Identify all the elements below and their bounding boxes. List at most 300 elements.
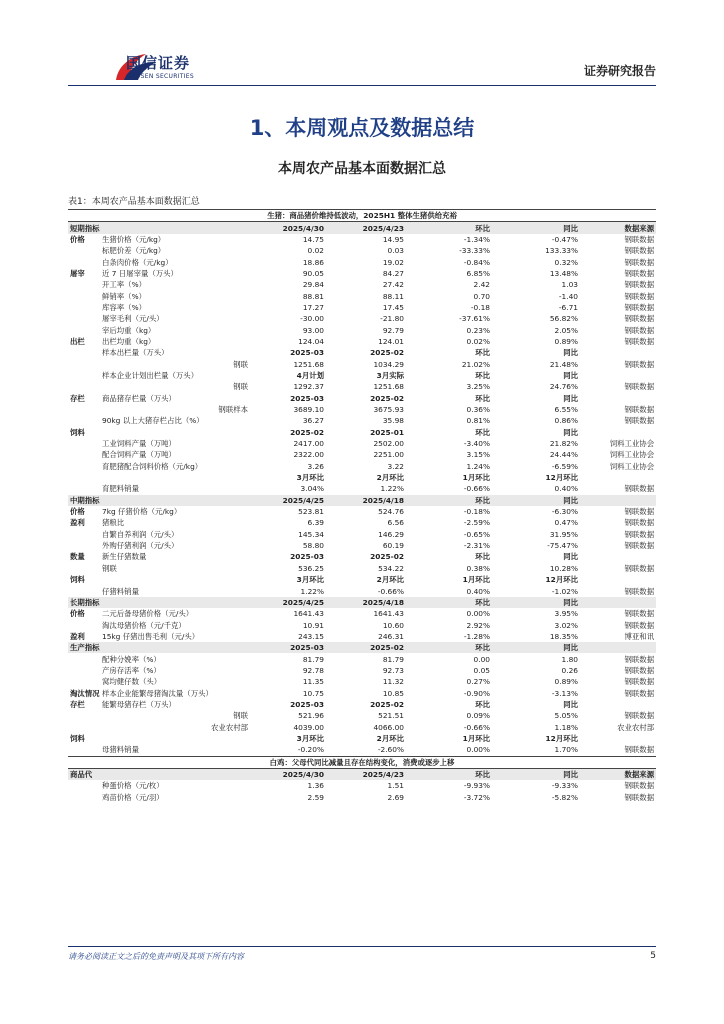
indicator-cell: 淘汰母猪价格（元/千克） [102,620,186,630]
value-cell: -1.02% [551,586,578,596]
value-cell: 同比 [492,768,580,780]
value-cell: 1641.43 [293,609,324,619]
value-cell: 2025/4/30 [250,768,326,780]
value-cell: 88.81 [302,291,324,301]
category-cell: 短期指标 [70,223,100,233]
value-cell: 1.36 [307,781,324,791]
category-cell: 淘汰情况 [70,688,100,698]
source-cell: 数据来源 [580,222,656,234]
category-cell: 中期指标 [70,495,100,505]
value-cell: 0.40% [554,484,578,494]
source-cell [580,393,656,404]
table-row [68,415,656,426]
source-cell: 钢联数据 [624,507,655,517]
value-cell: 0.05 [473,665,490,675]
value-cell: 0.03 [387,246,404,256]
value-cell: 1251.68 [373,382,404,392]
value-cell: 2502.00 [373,439,404,449]
value-cell: -6.71 [558,302,578,312]
value-cell: -0.90% [463,688,490,698]
value-cell: 环比 [475,370,490,380]
value-cell: 2.69 [387,792,404,802]
category-cell: 价格 [70,507,85,517]
source-cell: 钢联数据 [624,314,655,324]
category-cell [68,324,100,335]
indicator-cell [100,768,250,780]
table-row [68,517,656,528]
source-cell [580,574,656,585]
source-cell: 钢联数据 [624,541,655,551]
category-cell [68,279,100,290]
indicator-cell: 工业饲料产量（万吨） [102,439,176,449]
indicator-cell [100,597,250,608]
table-row [68,438,656,449]
value-cell: -3.13% [551,688,578,698]
value-cell: 1月环比 [462,575,490,585]
value-cell: 11.32 [382,677,404,687]
value-cell: 524.76 [378,507,404,517]
data-table-container [68,209,656,803]
footer-disclaimer: 请务必阅读正文之后的免责声明及其项下所有内容 [68,952,244,961]
value-cell: 29.84 [302,280,324,290]
value-cell: 1034.29 [373,359,404,369]
table-subheader-row [68,733,656,744]
indicator-cell: 仔猪料销量 [102,586,139,596]
indicator-cell: 猪粮比 [102,518,125,528]
indicator-cell: 配种分娩率（%） [102,654,161,664]
table-row [68,792,656,803]
category-cell [68,563,100,574]
value-cell: -2.59% [463,518,490,528]
value-cell: 同比 [492,597,580,608]
value-cell: 246.31 [378,631,404,641]
category-cell [68,653,100,664]
table-subheader-row [68,574,656,585]
source-cell: 钢联数据 [624,677,655,687]
category-cell: 生产指标 [70,643,100,653]
value-cell: -0.20% [297,745,324,755]
value-cell: 1641.43 [373,609,404,619]
value-cell: 31.95% [549,529,578,539]
value-cell: 2251.00 [373,450,404,460]
value-cell: -2.31% [463,541,490,551]
value-cell: 3.25% [466,382,490,392]
category-cell: 长期指标 [70,597,100,607]
indicator-cell: 商品猪存栏量（万头） [102,393,176,403]
value-cell: 环比 [406,642,492,653]
table-subheader-row [68,370,656,381]
source-cell: 钢联数据 [624,302,655,312]
value-cell: 10.85 [382,688,404,698]
value-cell: 0.89% [554,336,578,346]
value-cell: 0.47% [554,518,578,528]
table-row [68,744,656,756]
value-cell: 2.05% [554,325,578,335]
indicator-cell: 新生仔猪数量 [102,552,147,562]
source-cell: 钢联数据 [624,280,655,290]
value-cell: 2025-03 [290,699,324,709]
value-cell: 3.15% [466,450,490,460]
value-cell: 58.80 [302,541,324,551]
category-cell [68,245,100,256]
value-cell: -33.33% [459,246,490,256]
value-cell: -6.59% [551,461,578,471]
category-cell: 饲料 [70,427,85,437]
indicator-cell [100,222,250,234]
table-row [68,290,656,301]
table-row [68,608,656,619]
table-row [68,245,656,256]
category-cell [68,347,100,358]
value-cell: 84.27 [382,268,404,278]
source-cell [580,347,656,358]
value-cell: 3.02% [554,620,578,630]
source-cell [580,495,656,506]
value-cell: -6.30% [551,507,578,517]
value-cell: 243.15 [298,631,324,641]
value-cell: 4月计划 [296,370,324,380]
value-cell: 同比 [563,699,578,709]
table-row [68,529,656,540]
value-cell: 88.11 [382,291,404,301]
table-row [68,653,656,664]
header-divider [68,85,656,86]
category-cell [68,370,100,381]
value-cell: 0.70 [473,291,490,301]
value-cell: 2025-02 [370,348,404,358]
table-row [68,358,656,369]
source-cell: 钢联数据 [624,781,655,791]
category-cell [68,415,100,426]
value-cell: 60.19 [382,541,404,551]
value-cell: 1月环比 [462,473,490,483]
value-cell: 56.82% [549,314,578,324]
value-cell: 4039.00 [293,722,324,732]
indicator-cell [100,574,250,585]
table-row [68,506,656,517]
value-cell: 1292.37 [293,382,324,392]
indicator-cell [100,642,250,653]
value-cell: 523.81 [298,507,324,517]
category-cell: 饲料 [70,575,85,585]
value-cell: 环比 [475,393,490,403]
table-subheader-row [68,347,656,358]
value-cell: 2月环比 [376,575,404,585]
value-cell: 93.00 [302,325,324,335]
value-cell: 21.02% [461,359,490,369]
value-cell: 24.44% [549,450,578,460]
table-subheader-row [68,699,656,710]
value-cell: 17.45 [382,302,404,312]
table-row [68,665,656,676]
category-cell [68,529,100,540]
source-cell: 农业农村部 [617,722,655,732]
value-cell: 同比 [492,642,580,653]
value-cell: 0.36% [466,405,490,415]
value-cell: 21.48% [549,359,578,369]
value-cell: 2025/4/25 [250,597,326,608]
indicator-cell: 鲜销率（%） [102,291,146,301]
value-cell: 0.09% [466,711,490,721]
value-cell: -1.28% [463,631,490,641]
category-cell [68,792,100,803]
source-cell: 钢联数据 [624,234,655,244]
value-cell: 2025-03 [290,348,324,358]
source-cell: 钢联数据 [624,688,655,698]
source-cell: 钢联数据 [624,359,655,369]
indicator-cell: 窝均健仔数（头） [102,677,162,687]
value-cell: 92.78 [302,665,324,675]
category-cell [68,358,100,369]
source-cell: 钢联数据 [624,382,655,392]
indicator-cell: 产房存活率（%） [102,665,161,675]
value-cell: -0.18% [463,507,490,517]
category-cell: 盈利 [70,518,85,528]
logo-text: 国信证券 [126,54,191,72]
category-cell: 出栏 [70,336,85,346]
indicator-cell: 种蛋价格（元/枚） [102,781,164,791]
value-cell: -0.66% [463,484,490,494]
source-cell: 钢联数据 [624,291,655,301]
value-cell: 13.48% [549,268,578,278]
value-cell: 3月实际 [376,370,404,380]
category-cell [68,483,100,494]
value-cell: 2025/4/18 [326,495,406,506]
indicator-cell: 样本企业计划出栏量（万头） [102,370,199,380]
value-cell: 1.80 [561,654,578,664]
category-cell [68,721,100,732]
table-caption: 表1：本周农产品基本面数据汇总 [68,197,200,207]
category-cell: 盈利 [70,631,85,641]
table-row [68,313,656,324]
table-row [68,449,656,460]
source-cell: 饲料工业协会 [609,450,655,460]
value-cell: 0.40% [466,586,490,596]
value-cell: 2025-02 [290,427,324,437]
value-cell: 2025/4/25 [250,495,326,506]
source-cell: 钢联数据 [624,268,655,278]
value-cell: 2025-02 [370,393,404,403]
value-cell: 2月环比 [376,473,404,483]
value-cell: 0.81% [466,416,490,426]
value-cell: 6.55% [554,405,578,415]
value-cell: 2025-03 [290,552,324,562]
source-cell [580,472,656,483]
agri-data-table [68,209,656,803]
value-cell: -0.84% [463,257,490,267]
value-cell: 521.96 [298,711,324,721]
value-cell: 1.22% [380,484,404,494]
value-cell: 2.92% [466,620,490,630]
category-cell [68,619,100,630]
value-cell: 92.79 [382,325,404,335]
table-section-banner [68,756,656,768]
value-cell: 0.89% [554,677,578,687]
table-section-header [68,495,656,506]
value-cell: 2025-01 [370,427,404,437]
report-type: 证券研究报告 [583,64,656,78]
source-cell: 钢联数据 [624,792,655,802]
table-subheader-row [68,427,656,438]
value-cell: 536.25 [298,563,324,573]
indicator-cell: 钢联 [233,382,248,392]
table-row [68,710,656,721]
indicator-cell: 鸡苗价格（元/羽） [102,792,164,802]
value-cell: 3689.10 [293,405,324,415]
value-cell: 环比 [475,427,490,437]
source-cell: 钢联数据 [624,665,655,675]
source-cell: 饲料工业协会 [609,461,655,471]
indicator-cell: 宰后均重（kg） [102,325,156,335]
category-cell: 数量 [70,552,85,562]
value-cell: 3月环比 [296,473,324,483]
value-cell: 2025-03 [290,393,324,403]
value-cell: -1.40 [558,291,578,301]
table-row [68,780,656,791]
indicator-cell: 样本企业能繁母猪淘汰量（万头） [102,688,213,698]
table-row [68,324,656,335]
value-cell: 0.00 [473,654,490,664]
source-cell: 钢联数据 [624,246,655,256]
indicator-cell: 能繁母猪存栏（万头） [102,699,176,709]
table-section-header [68,597,656,608]
value-cell: -75.47% [547,541,578,551]
table-section-banner [68,210,656,222]
category-cell [68,404,100,415]
value-cell: 92.73 [382,665,404,675]
value-cell: 3.04% [300,484,324,494]
value-cell: 0.00% [466,609,490,619]
value-cell: 同比 [492,495,580,506]
value-cell: 145.34 [298,529,324,539]
category-cell: 价格 [70,609,85,619]
value-cell: 6.56 [387,518,404,528]
value-cell: 18.86 [302,257,324,267]
value-cell: 2025-02 [370,699,404,709]
value-cell: 12月环比 [545,575,578,585]
table-row [68,302,656,313]
table-row [68,540,656,551]
page-number: 5 [650,951,656,961]
value-cell: -3.72% [463,792,490,802]
category-cell: 屠宰 [70,268,85,278]
value-cell: 124.04 [298,336,324,346]
value-cell: 21.82% [549,439,578,449]
value-cell: 2.59 [307,792,324,802]
table-subheader-row [68,472,656,483]
value-cell: 1.70% [554,745,578,755]
category-cell [68,256,100,267]
indicator-cell [100,472,250,483]
indicator-cell [100,733,250,744]
category-cell [68,472,100,483]
value-cell: 3675.93 [373,405,404,415]
value-cell: -0.66% [463,722,490,732]
value-cell: 10.28% [549,563,578,573]
table-row [68,563,656,574]
table-row [68,279,656,290]
indicator-cell: 育肥猪配合饲料价格（元/kg） [102,461,203,471]
table-row [68,687,656,698]
value-cell: 同比 [563,370,578,380]
value-cell: -21.80 [380,314,404,324]
value-cell: 1251.68 [293,359,324,369]
table-section-header [68,768,656,780]
footer-divider [68,946,656,947]
category-cell [68,780,100,791]
value-cell: 同比 [563,552,578,562]
value-cell: 2025/4/23 [326,222,406,234]
value-cell: 6.39 [307,518,324,528]
category-cell [68,710,100,721]
indicator-cell: 自繁自养利润（元/头） [102,529,179,539]
value-cell: 146.29 [378,529,404,539]
source-cell: 钢联数据 [624,518,655,528]
value-cell: 同比 [492,222,580,234]
indicator-cell: 库容率（%） [102,302,146,312]
table-subheader-row [68,393,656,404]
category-cell [68,676,100,687]
value-cell: 3.26 [307,461,324,471]
table-body [68,210,656,803]
table-row [68,381,656,392]
indicator-cell: 开工率（%） [102,280,146,290]
value-cell: 17.27 [302,302,324,312]
source-cell: 数据来源 [580,768,656,780]
source-cell: 钢联数据 [624,609,655,619]
indicator-cell: 样本出栏量（万头） [102,348,169,358]
source-cell: 钢联数据 [624,416,655,426]
source-cell: 饲料工业协会 [609,439,655,449]
indicator-cell: 生猪价格（元/kg） [102,234,166,244]
value-cell: 10.91 [302,620,324,630]
category-cell [68,313,100,324]
value-cell: 3.22 [387,461,404,471]
value-cell: 11.35 [302,677,324,687]
value-cell: 2025-03 [250,642,326,653]
value-cell: 521.51 [378,711,404,721]
indicator-cell: 屠宰毛利（元/头） [102,314,164,324]
source-cell: 钢联数据 [624,654,655,664]
category-cell: 存栏 [70,699,85,709]
table-row [68,721,656,732]
value-cell: 同比 [563,393,578,403]
source-cell: 钢联数据 [624,711,655,721]
value-cell: 3.95% [554,609,578,619]
table-row [68,268,656,279]
table-row [68,483,656,494]
value-cell: -9.93% [463,781,490,791]
value-cell: -2.60% [377,745,404,755]
table-row [68,336,656,347]
value-cell: 2025/4/23 [326,768,406,780]
value-cell: 1.18% [554,722,578,732]
category-cell [68,449,100,460]
indicator-cell: 钢联 [102,563,117,573]
value-cell: 2025/4/18 [326,597,406,608]
value-cell: 2025-02 [370,552,404,562]
category-cell [68,290,100,301]
value-cell: 环比 [475,699,490,709]
value-cell: 2417.00 [293,439,324,449]
indicator-cell: 配合饲料产量（万吨） [102,450,176,460]
value-cell: 10.60 [382,620,404,630]
table-row [68,631,656,642]
value-cell: 环比 [475,552,490,562]
category-cell [68,540,100,551]
table-row [68,676,656,687]
source-cell: 钢联数据 [624,745,655,755]
